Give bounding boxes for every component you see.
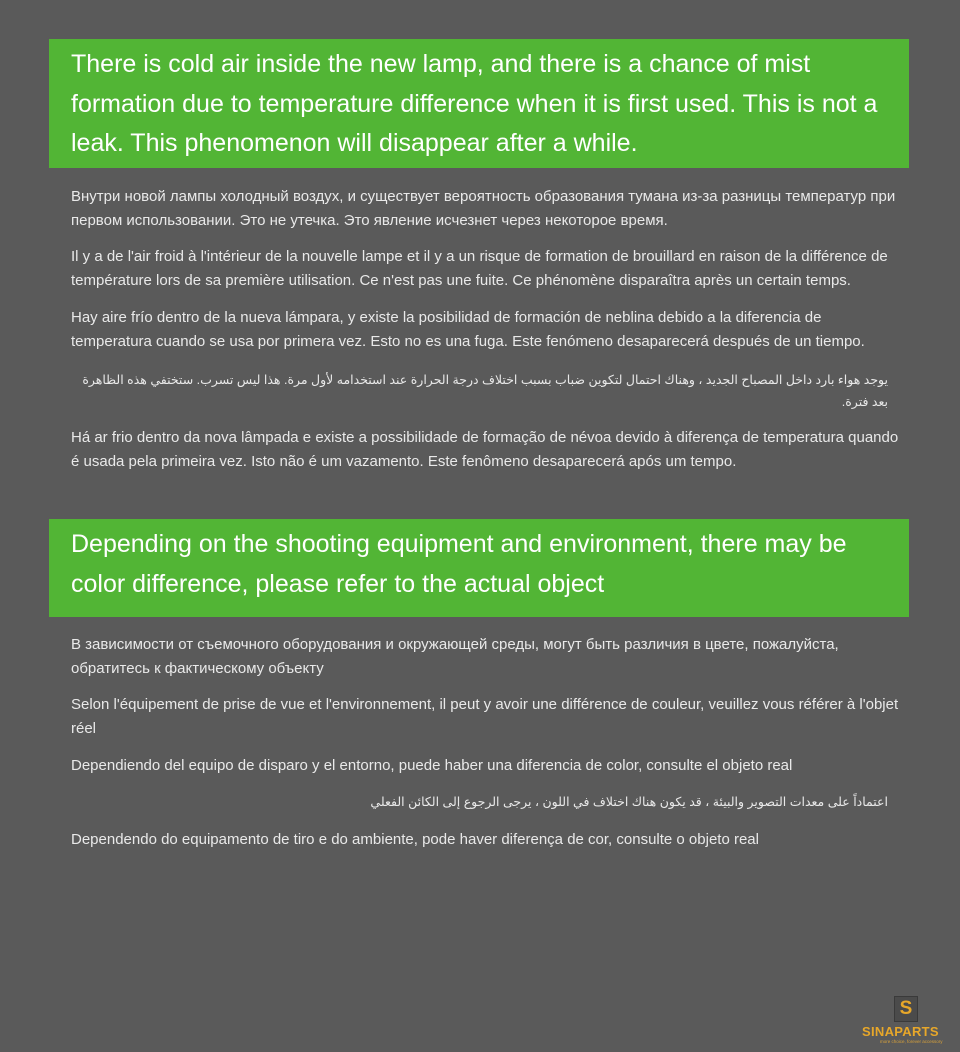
logo-tagline: more choice, forever accessory	[880, 1039, 943, 1044]
notice-text-spanish: Hay aire frío dentro de la nueva lámpara, y existe la posibilidad de formación de neblina debido a la diferencia de temperatura cuando se usa por primera vez. Esto no es una fuga. Este fenómeno desaparecerá después de un tiempo.	[71, 309, 865, 350]
logo-brand-name: SINAPARTS	[862, 1024, 939, 1039]
color-note-spanish: Dependiendo del equipo de disparo y el entorno, puede haber una diferencia de color, consulte el objeto real	[71, 757, 793, 774]
color-note-french: Selon l'équipement de prise de vue et l'environnement, il peut y avoir une différence de couleur, veuillez vous référer à l'objet réel	[71, 696, 899, 737]
notice-text-portuguese: Há ar frio dentro da nova lâmpada e existe a possibilidade de formação de névoa devido à diferença de temperatura quando é usada pela primeira vez. Isto não é um vazamento. Este fenômeno desaparecerá após um tempo.	[71, 429, 899, 470]
color-note-russian: В зависимости от съемочного оборудования и окружающей среды, могут быть различия в цвете, пожалуйста, обратитесь к фактическому объекту	[71, 636, 839, 677]
notice-text-russian: Внутри новой лампы холодный воздух, и существует вероятность образования тумана из-за разницы температур при первом использовании. Это не утечка. Это явление исчезнет через некоторое время.	[71, 188, 896, 229]
logo-s-icon: S	[894, 996, 918, 1022]
sinaparts-logo	[858, 994, 956, 1050]
notice-text-arabic: يوجد هواء بارد داخل المصباح الجديد ، وهناك احتمال لتكوين ضباب بسبب اختلاف درجة الحرارة عند استخدامه لأول مرة. هذا ليس تسرب. ستختفي هذه الظاهرة بعد فترة.	[82, 373, 888, 409]
notice-text-french: Il y a de l'air froid à l'intérieur de la nouvelle lampe et il y a un risque de formation de brouillard en raison de la différence de température lors de sa première utilisation. Ce n'est pas une fuite. Ce phénomène disparaîtra après un certain temps.	[71, 248, 888, 289]
color-note-arabic: اعتماداً على معدات التصوير والبيئة ، قد يكون هناك اختلاف في اللون ، يرجى الرجوع إلى الكائن الفعلي	[370, 795, 888, 809]
color-note-portuguese: Dependendo do equipamento de tiro e do ambiente, pode haver diferença de cor, consulte o objeto real	[71, 831, 759, 848]
notice-banner-color-difference: Depending on the shooting equipment and environment, there may be color difference, please refer to the actual object	[49, 519, 909, 617]
notice-banner-mist: There is cold air inside the new lamp, and there is a chance of mist formation due to temperature difference when it is first used. This is not a leak. This phenomenon will disappear after a while.	[49, 39, 909, 168]
